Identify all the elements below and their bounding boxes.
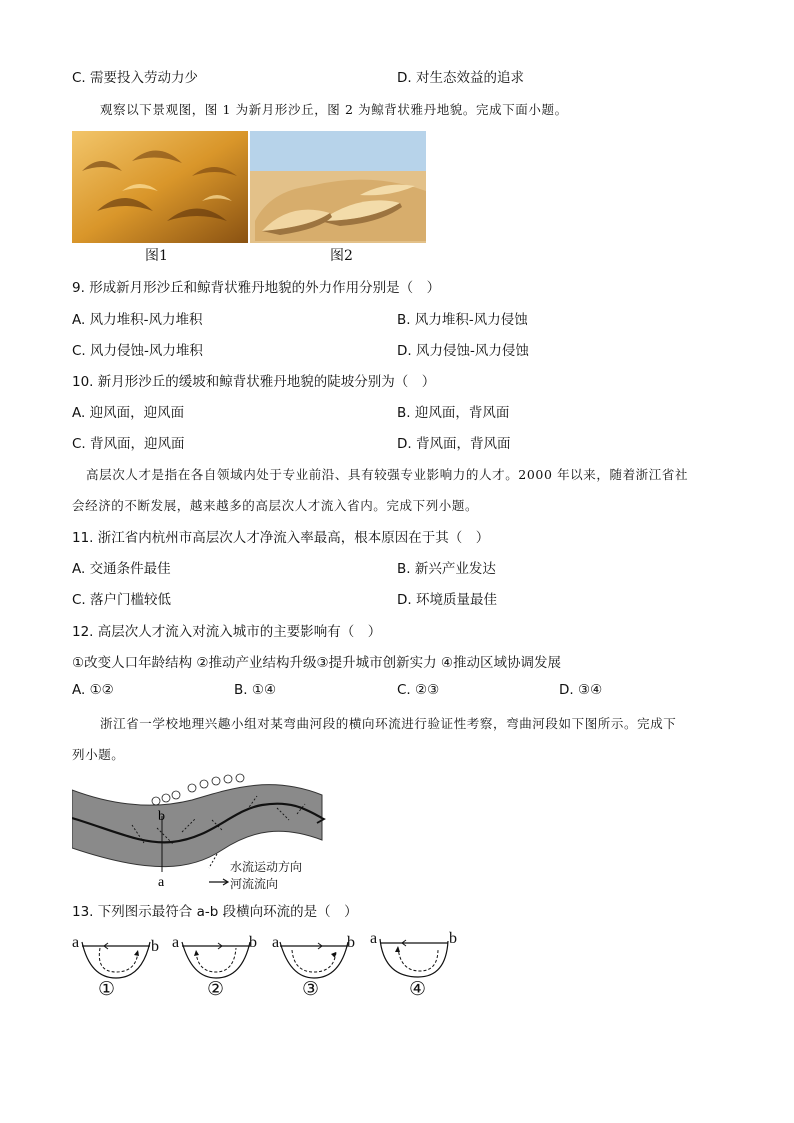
diagram-4-b: b (449, 930, 457, 947)
q11-option-b: B. 新兴产业发达 (397, 561, 496, 577)
intro-talent-line1: 高层次人才是指在各自领域内处于专业前沿、具有较强专业影响力的人才。2000 年以来，随着浙江省社 (86, 467, 689, 482)
diagram-2-b: b (249, 934, 257, 951)
intro-dunes: 观察以下景观图，图 1 为新月形沙丘，图 2 为鲸背状雅丹地貌。完成下面小题。 (100, 102, 568, 117)
point-a-label: a (158, 875, 165, 890)
question-number: 9. (72, 280, 85, 296)
diagram-4-label: ④ (409, 979, 427, 1000)
question-10 (72, 370, 435, 390)
q11-option-c: C. 落户门槛较低 (72, 592, 172, 608)
q9-option-d: D. 风力侵蚀-风力侵蚀 (397, 343, 529, 359)
q9-option-c: C. 风力侵蚀-风力堆积 (72, 343, 203, 359)
q12-option-c: C. ②③ (397, 682, 440, 698)
diagram-3-cross-section (278, 940, 350, 980)
question-13 (72, 900, 358, 920)
question-stem: 形成新月形沙丘和鲸背状雅丹地貌的外力作用分别是（ ） (89, 280, 441, 296)
figure-2-yardang (250, 131, 426, 243)
diagram-1-a: a (72, 934, 80, 951)
diagram-1-b: b (151, 938, 159, 955)
diagram-1-cross-section (80, 940, 152, 980)
question-number: 10. (72, 374, 94, 390)
q10-option-b: B. 迎风面，背风面 (397, 405, 510, 421)
q9-option-b: B. 风力堆积-风力侵蚀 (397, 312, 528, 328)
question-stem: 下列图示最符合 a-b 段横向环流的是（ ） (97, 904, 358, 920)
diagram-2-label: ② (207, 979, 225, 1000)
question-stem: 浙江省内杭州市高层次人才净流入率最高，根本原因在于其（ ） (97, 530, 490, 546)
diagram-4-cross-section (378, 937, 450, 981)
question-9 (72, 276, 440, 296)
diagram-1-label: ① (98, 979, 116, 1000)
figure-1-caption: 图1 (145, 248, 168, 264)
diagram-2-cross-section (180, 940, 252, 980)
diagram-3-b: b (347, 934, 355, 951)
question-number: 12. (72, 624, 94, 640)
question-number: 11. (72, 530, 94, 546)
intro-talent-line2: 会经济的不断发展，越来越多的高层次人才流入省内。完成下列小题。 (72, 498, 479, 513)
diagram-3-a: a (272, 934, 280, 951)
question-stem: 新月形沙丘的缓坡和鲸背状雅丹地貌的陡坡分别为（ ） (97, 374, 436, 390)
q12-option-a: A. ①② (72, 682, 114, 698)
intro-river-line2: 列小题。 (72, 747, 125, 762)
option-c-prev: C. 需要投入劳动力少 (72, 70, 199, 86)
q10-option-d: D. 背风面，背风面 (397, 436, 511, 452)
diagram-2-a: a (172, 934, 180, 951)
question-stem: 高层次人才流入对流入城市的主要影响有（ ） (97, 624, 382, 640)
figure-2-caption: 图2 (330, 248, 353, 264)
q11-option-a: A. 交通条件最佳 (72, 561, 171, 577)
legend-river-direction: 河流流向 (230, 877, 279, 891)
q12-statements: ①改变人口年龄结构 ②推动产业结构升级③提升城市创新实力 ④推动区域协调发展 (72, 655, 561, 671)
point-b-label: b (158, 809, 165, 824)
q9-option-a: A. 风力堆积-风力堆积 (72, 312, 203, 328)
question-12 (72, 620, 381, 640)
q10-option-c: C. 背风面，迎风面 (72, 436, 185, 452)
q10-option-a: A. 迎风面，迎风面 (72, 405, 185, 421)
diagram-3-label: ③ (302, 979, 320, 1000)
question-11 (72, 526, 489, 546)
q11-option-d: D. 环境质量最佳 (397, 592, 497, 608)
intro-river-line1: 浙江省一学校地理兴趣小组对某弯曲河段的横向环流进行验证性考察，弯曲河段如下图所示。完成下 (100, 716, 677, 731)
q12-option-d: D. ③④ (559, 682, 603, 698)
legend-flow-motion: 水流运动方向 (230, 860, 303, 874)
diagram-4-a: a (370, 930, 378, 947)
option-d-prev: D. 对生态效益的追求 (397, 70, 524, 86)
figure-1-crescent-dunes (72, 131, 248, 243)
q12-option-b: B. ①④ (234, 682, 277, 698)
question-number: 13. (72, 904, 94, 920)
